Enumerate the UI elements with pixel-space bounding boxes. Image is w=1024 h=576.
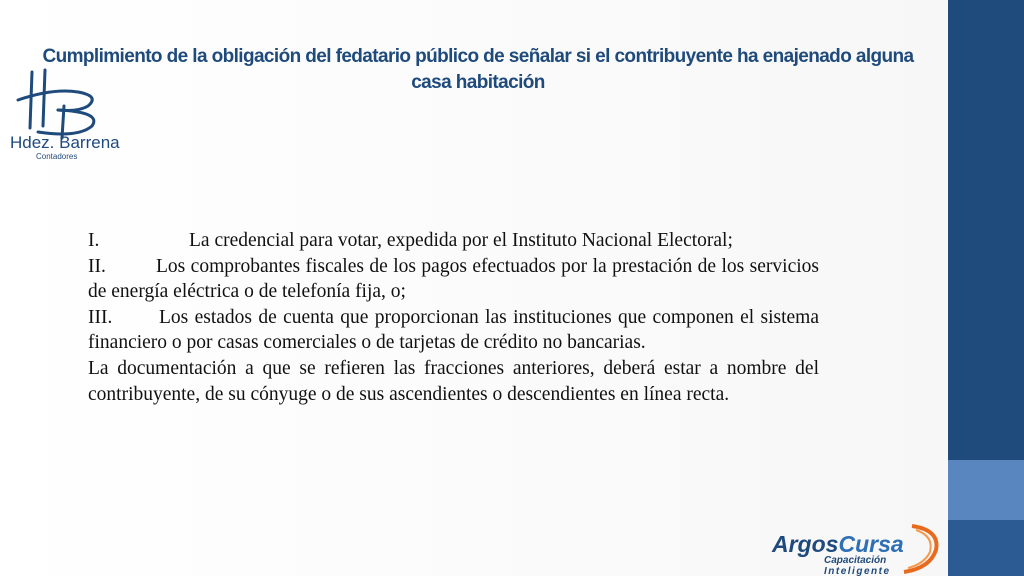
- paragraph-closing: La documentación a que se refieren las fracciones anteriores, deberá estar a nombre del contribuyente, de su cónyuge o de sus ascendientes o descendientes en línea recta.: [88, 357, 819, 405]
- body-text: [88, 228, 819, 407]
- accent-bar-light-segment: [948, 460, 1024, 520]
- logo-subtitle: Contadores: [36, 152, 78, 161]
- fraction-text: Los estados de cuenta que proporcionan las instituciones que componen el sistema financiero o por casas comerciales o de tarjetas de crédito no bancarias.: [88, 306, 819, 354]
- fraction-text: Los comprobantes fiscales de los pagos efectuados por la prestación de los servicios de energía eléctrica o de telefonía fija, o;: [88, 255, 819, 303]
- swoosh-icon: [904, 526, 937, 572]
- logo-tagline-1: Capacitación: [824, 555, 887, 566]
- fraction-number: II.: [88, 255, 106, 277]
- fraction-text: La credencial para votar, expedida por el Instituto Nacional Electoral;: [189, 230, 733, 251]
- accent-bar-mid-segment: [948, 520, 1024, 576]
- paragraph-fraction-1: [88, 228, 819, 254]
- logo-name: Hdez. Barrena: [10, 133, 120, 152]
- fraction-number: III.: [88, 306, 113, 328]
- fraction-number: I.: [88, 230, 100, 251]
- paragraph-fraction-2: [88, 254, 819, 305]
- logo-brand-b: Cursa: [838, 531, 904, 557]
- logo-brand-a: Argos: [772, 531, 839, 557]
- right-accent-bar: [948, 0, 1024, 576]
- logo-brand: [771, 531, 904, 557]
- logo-tagline-2: Inteligente: [824, 566, 891, 576]
- paragraph-fraction-3: [88, 305, 819, 356]
- slide-title: Cumplimiento de la obligación del fedatario público de señalar si el contribuyente ha enajenado alguna casa habitación: [42, 46, 914, 93]
- argoscursa-logo: [764, 520, 948, 576]
